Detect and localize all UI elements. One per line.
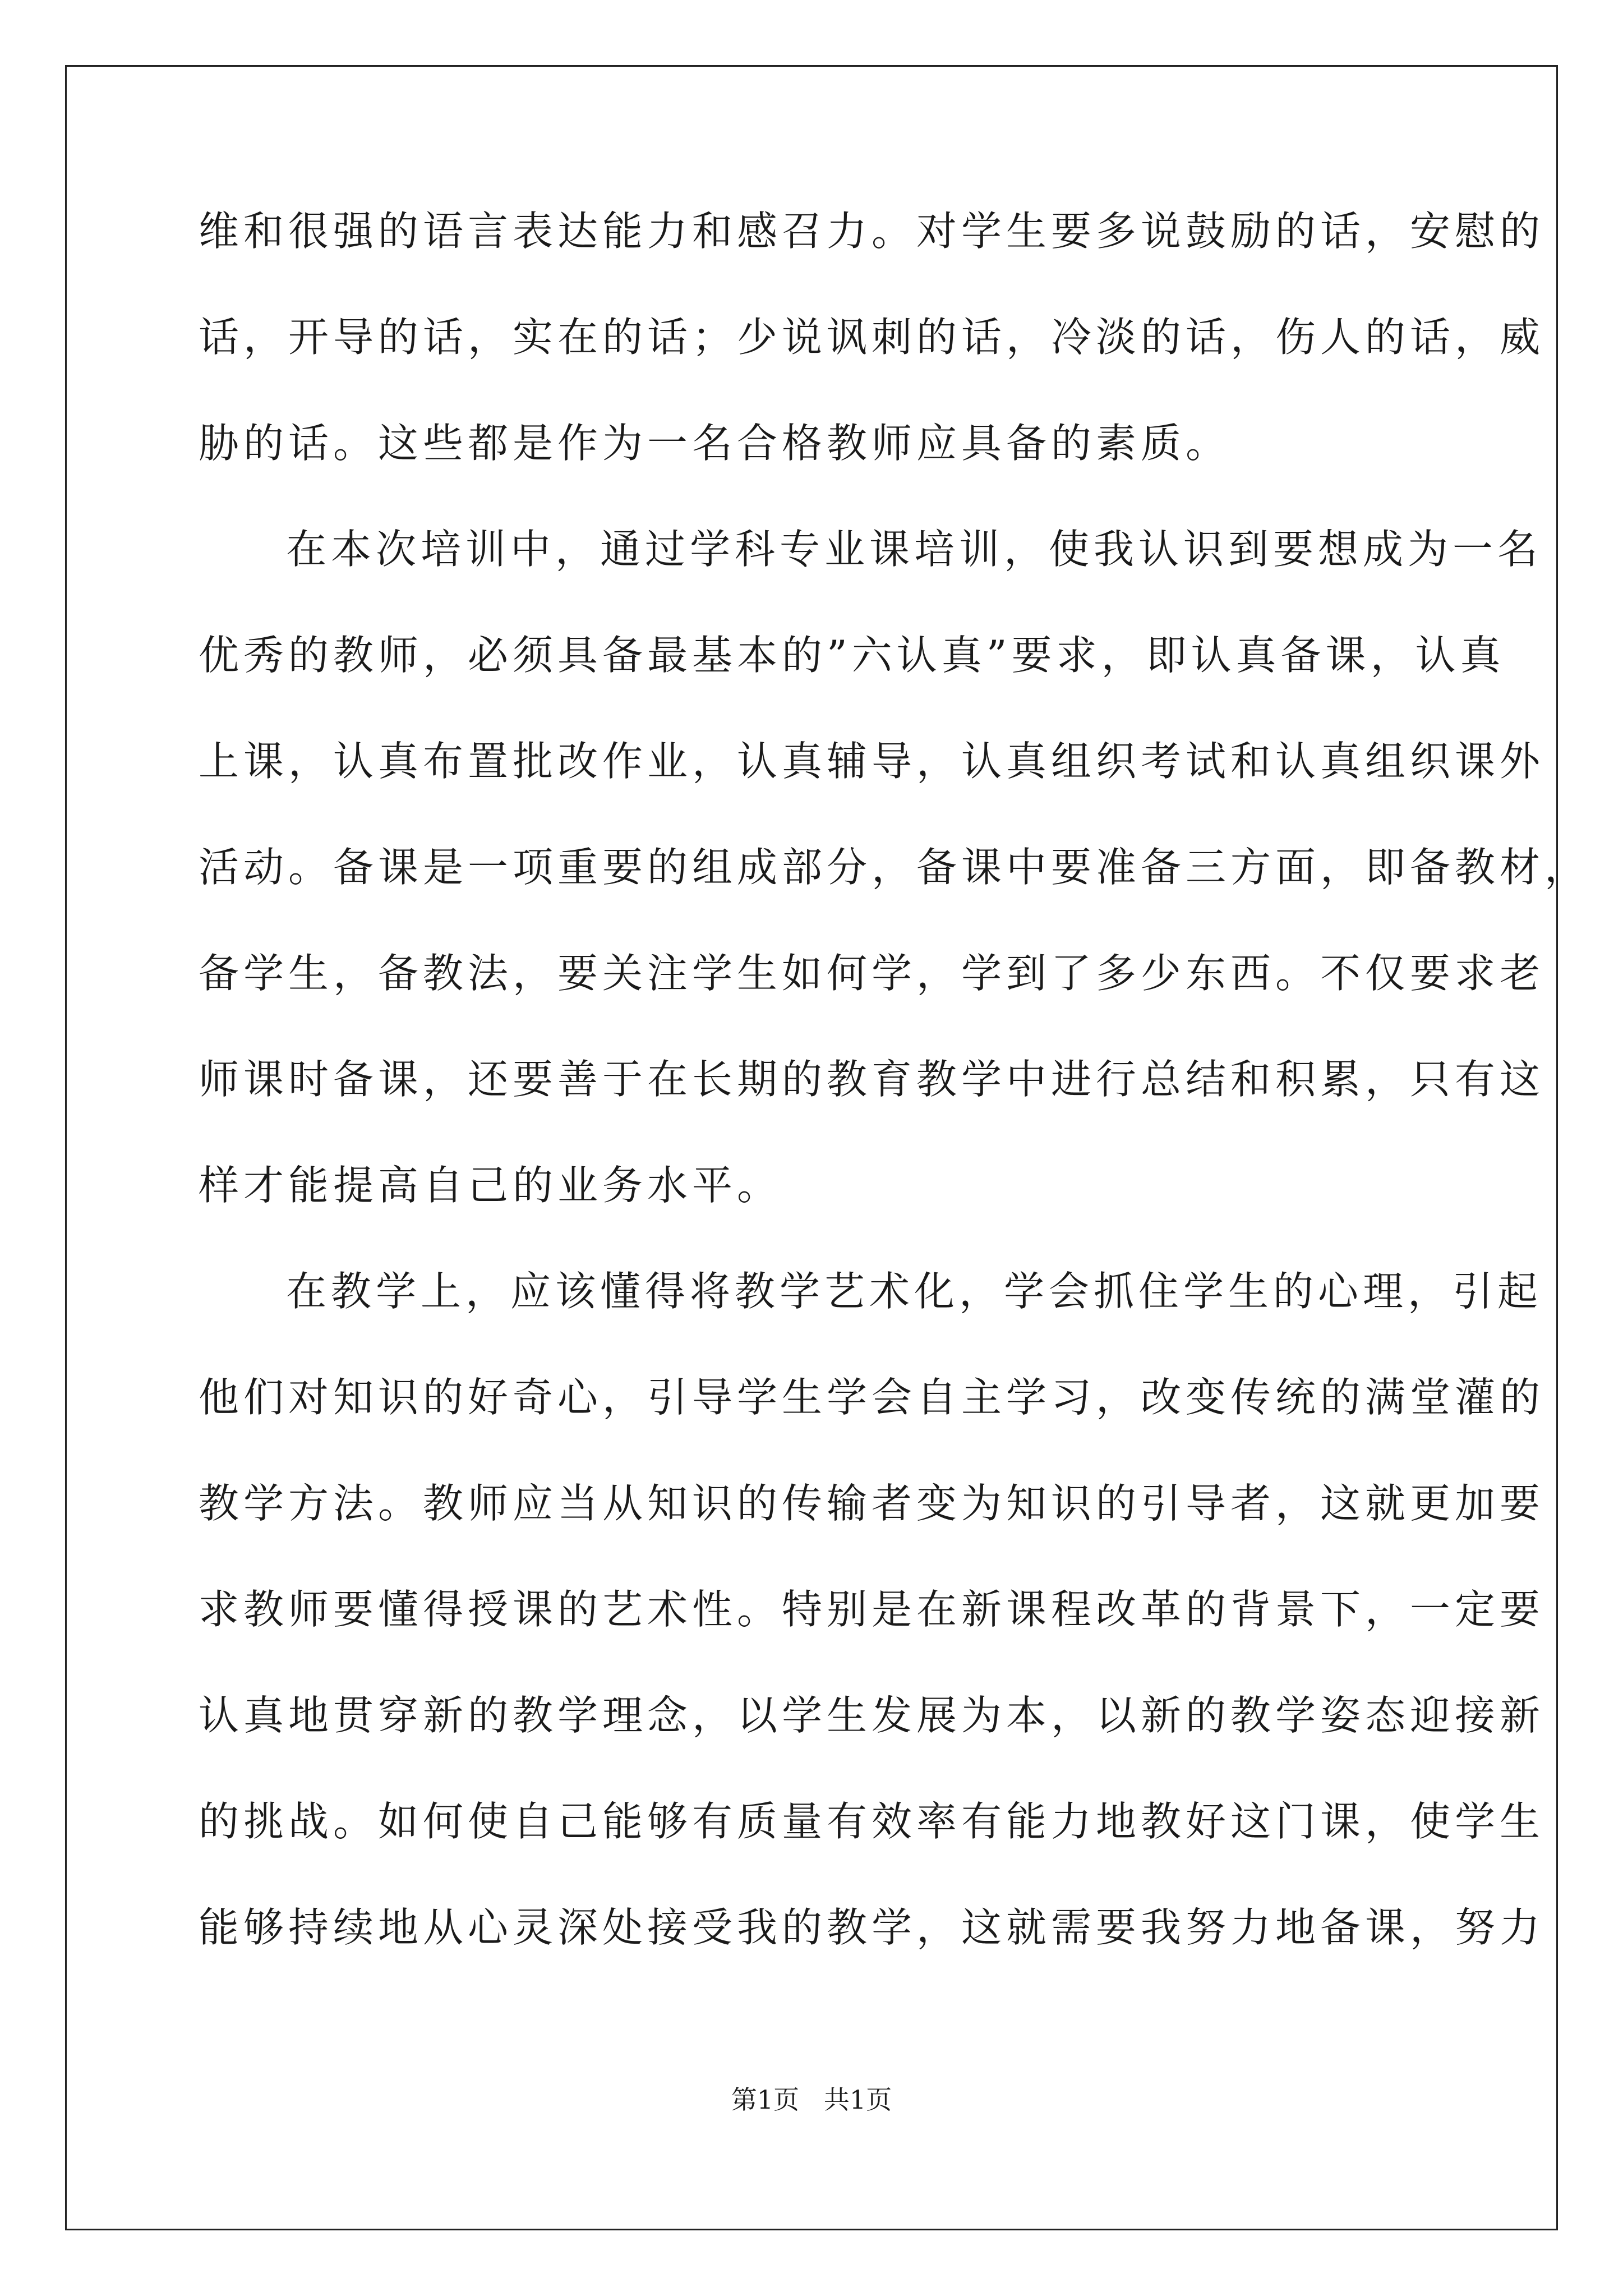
text-line: 认真地贯穿新的教学理念，以学生发展为本，以新的教学姿态迎接新	[199, 1692, 1545, 1739]
text-line: 在本次培训中，通过学科专业课培训，使我认识到要想成为一名	[286, 526, 1543, 573]
document-body	[199, 208, 1590, 2011]
text-line: 维和很强的语言表达能力和感召力。对学生要多说鼓励的话，安慰的	[199, 208, 1545, 255]
paragraph	[199, 1268, 1545, 2011]
text-line: 的挑战。如何使自己能够有质量有效率有能力地教好这门课，使学生	[199, 1798, 1545, 1845]
text-line: 话，开导的话，实在的话；少说讽刺的话，冷淡的话，伤人的话，威	[199, 314, 1545, 361]
text-line: 活动。备课是一项重要的组成部分，备课中要准备三方面，即备教材，	[199, 844, 1590, 891]
paragraph	[199, 208, 1545, 527]
page-number-footer: 第1页 共1页	[731, 2085, 892, 2115]
text-line: 求教师要懂得授课的艺术性。特别是在新课程改革的背景下，一定要	[199, 1586, 1545, 1633]
paragraph	[199, 526, 1590, 1269]
text-line: 在教学上，应该懂得将教学艺术化，学会抓住学生的心理，引起	[286, 1268, 1543, 1315]
text-line: 上课，认真布置批改作业，认真辅导，认真组织考试和认真组织课外	[199, 738, 1545, 785]
text-line: 备学生，备教法，要关注学生如何学，学到了多少东西。不仅要求老	[199, 950, 1545, 997]
text-line: 样才能提高自己的业务水平。	[199, 1162, 782, 1209]
text-line: 能够持续地从心灵深处接受我的教学，这就需要我努力地备课，努力	[199, 1904, 1545, 1951]
text-line: 胁的话。这些都是作为一名合格教师应具备的素质。	[199, 420, 1231, 467]
text-line: 教学方法。教师应当从知识的传输者变为知识的引导者，这就更加要	[199, 1480, 1545, 1527]
text-line: 师课时备课，还要善于在长期的教育教学中进行总结和积累，只有这	[199, 1056, 1545, 1103]
text-line: 优秀的教师，必须具备最基本的”六认真”要求，即认真备课，认真	[199, 632, 1505, 679]
text-line: 他们对知识的好奇心，引导学生学会自主学习，改变传统的满堂灌的	[199, 1374, 1545, 1421]
